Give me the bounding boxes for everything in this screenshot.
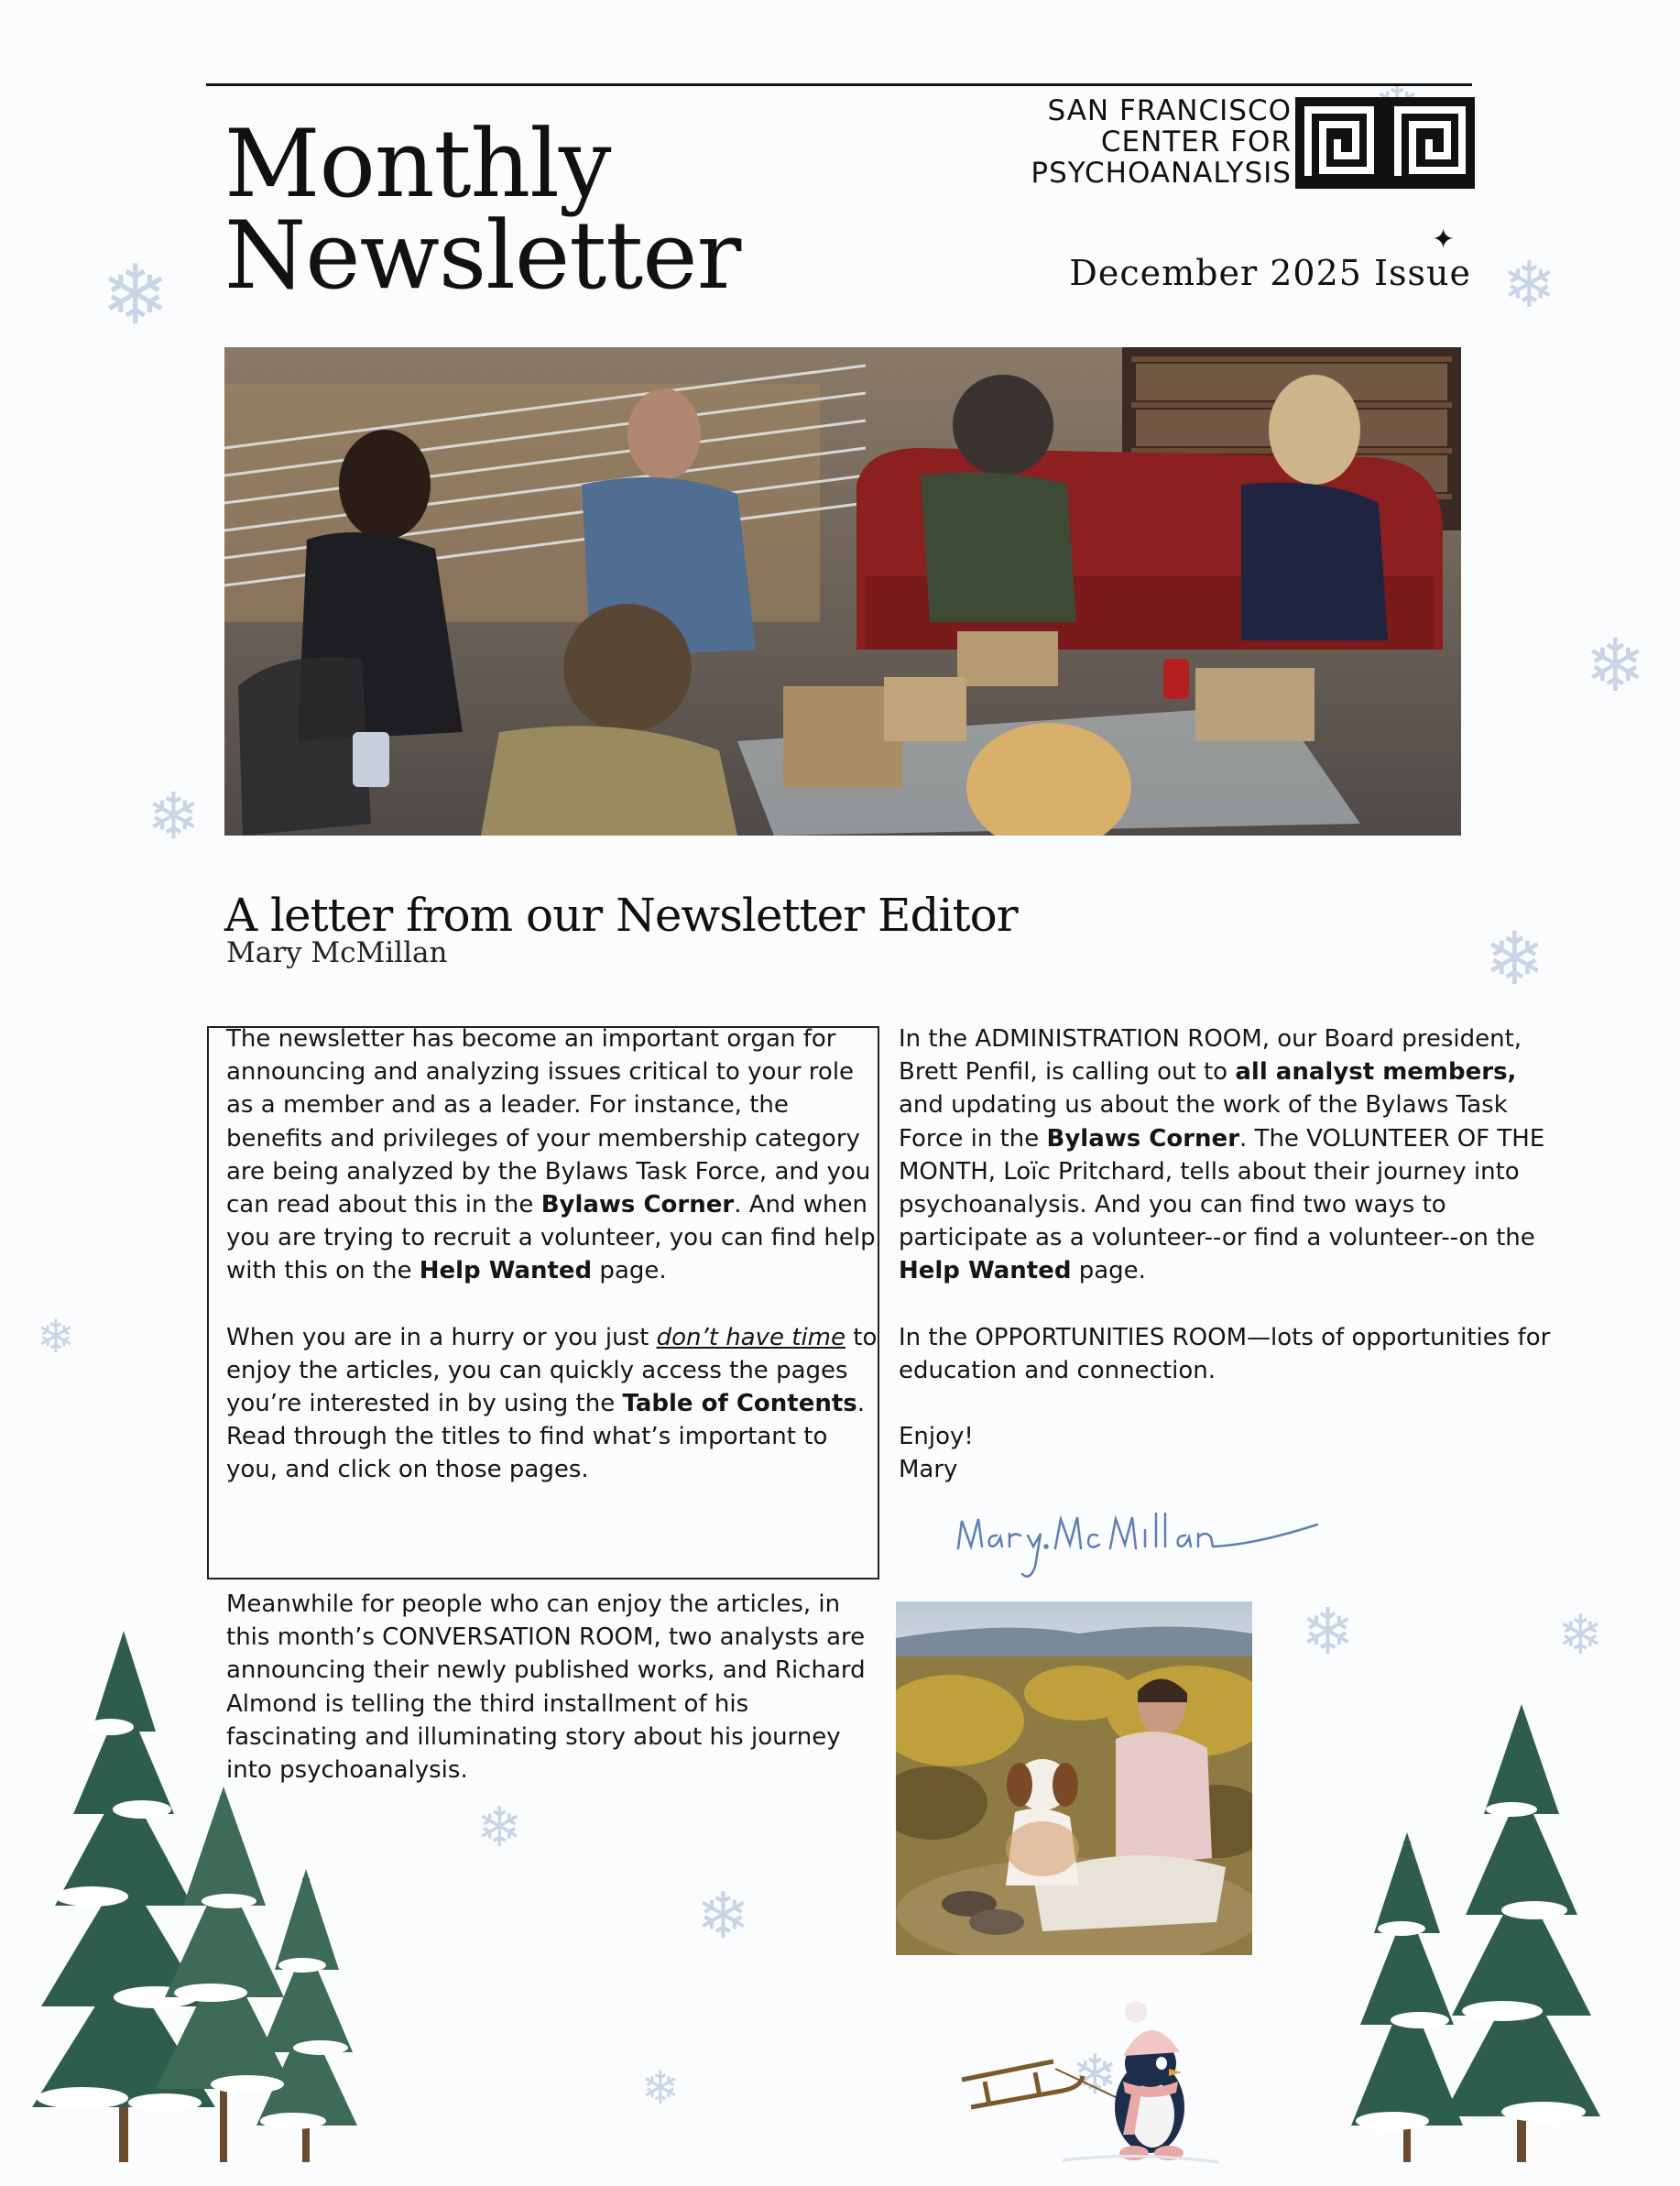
snowflake-icon: ❄ [1072,2043,1118,2107]
link-help-wanted-2[interactable]: Help Wanted [899,1257,1072,1285]
letter-column-2 [899,1022,1551,1486]
snowflake-icon: ❄ [37,1310,75,1363]
library-group-photo [224,347,1461,836]
letter-author: Mary McMillan [226,936,448,969]
header-rule [206,83,1472,86]
paragraph-5: In the OPPORTUNITIES ROOM—lots of opportunities for education and connection. [899,1323,1551,1384]
link-bylaws-corner-2[interactable]: Bylaws Corner [1046,1124,1240,1153]
spiral-logo-icon [1295,97,1475,189]
logo-line-2: CENTER FOR [1100,126,1292,158]
snowflake-icon: ❄ [1585,623,1647,708]
snowflake-icon: ❄ [147,779,201,854]
signature [953,1493,1319,1598]
pine-tree-icon [1347,1704,1621,2171]
snowflake-icon: ❄ [1557,1603,1604,1667]
paragraph-2: When you are in a hurry or you just don’t have time to enjoy the articles, you can quickly access the pages you’re interested in by using the Table of Contents. Read through the titles to find what’s important to you, and click on those pages. [226,1323,878,1484]
snowflake-icon: ❄ [1301,1594,1355,1669]
snowflake-icon: ❄ [1502,247,1556,322]
title-line-1: Monthly [224,110,611,219]
snowflake-icon: ❄ [641,2061,680,2115]
snowy-trees-left [27,1631,376,2175]
woman-with-dog-photo [896,1601,1252,1955]
snowflake-icon: ❄ [476,1796,523,1860]
snowy-trees-right [1347,1704,1621,2175]
logo-text [1031,95,1292,189]
pine-tree-icon [27,1631,376,2171]
main-photo [224,347,1461,836]
closing: Enjoy! Mary [899,1423,974,1484]
paragraph-1: The newsletter has become an important organ for announcing and analyzing issues critical to your role as a member and as a leader. For instance, the benefits and privileges of your membership category are being analyzed by the Bylaws Task Force, and you can read about this in the Bylaws Corner. And when you are trying to recruit a volunteer, you can find help with this on the Help Wanted page. [226,1025,876,1285]
handwritten-signature [953,1493,1319,1594]
penguin-sled-icon [953,1997,1227,2181]
logo-line-3: PSYCHOANALYSIS [1031,157,1292,190]
title-line-2: Newsletter [224,202,741,311]
snowflake-icon: ❄ [696,1878,750,1953]
page-title [224,110,741,311]
letter-column-1 [226,1022,878,1487]
penguin-with-sled [953,1997,1227,2184]
snowflake-icon: ❄ [101,247,170,344]
logo-line-1: SAN FRANCISCO [1047,94,1292,127]
paragraph-3: Meanwhile for people who can enjoy the articles, in this month’s CONVERSATION ROOM, two analysts are announcing their newly published works, and Richard Almond is telling the third installment of his fascinating and illuminating story about his journey into psychoanalysis. [226,1590,866,1785]
paragraph-4: In the ADMINISTRATION ROOM, our Board president, Brett Penfil, is calling out to all analyst members, and updating us about the work of the Bylaws Task Force in the Bylaws Corner. The VOLUNTEER OF THE MONTH, Loïc Pritchard, tells about their journey into psychoanalysis. And you can find two ways to participate as a volunteer--or find a volunteer--on the Help Wanted page. [899,1025,1545,1285]
center-logo[interactable] [998,95,1475,191]
issue-date: December 2025 Issue [1069,253,1471,293]
sparkle-icon: ✦ [1432,224,1456,256]
link-help-wanted[interactable]: Help Wanted [419,1257,593,1285]
snowflake-icon: ❄ [1484,916,1546,1001]
letter-heading: A letter from our Newsletter Editor [224,889,1018,942]
link-bylaws-corner[interactable]: Bylaws Corner [540,1191,735,1219]
editor-photo [896,1601,1252,1955]
link-table-of-contents[interactable]: Table of Contents [622,1390,857,1418]
